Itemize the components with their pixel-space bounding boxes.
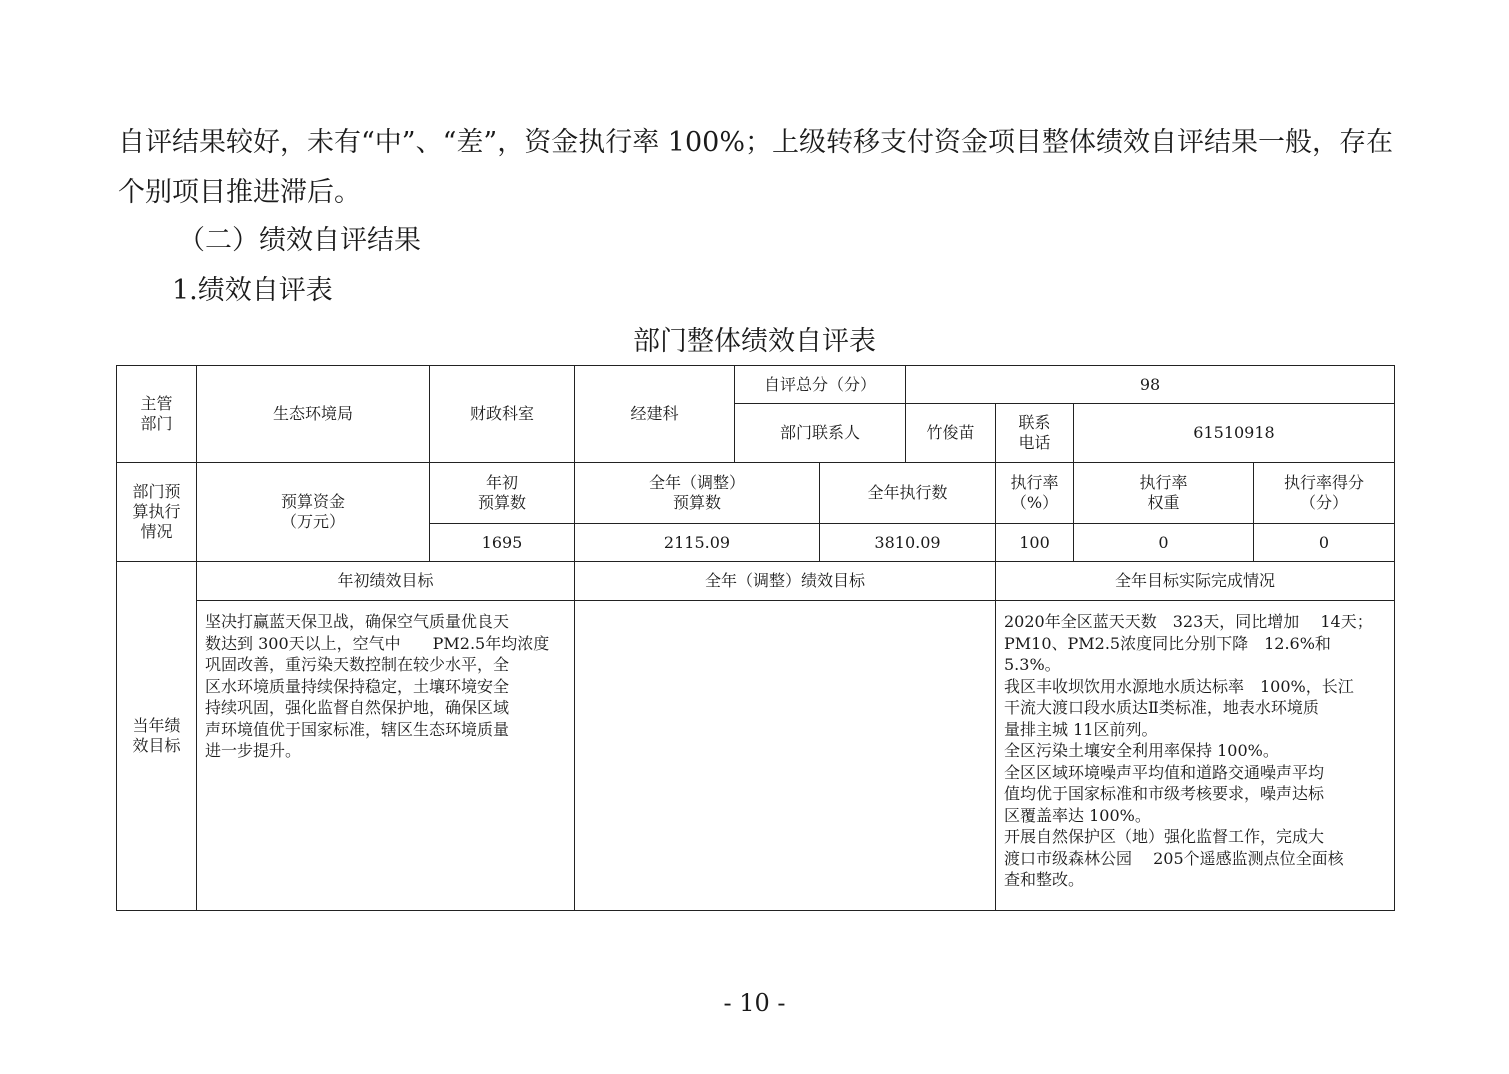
- section-name: 经建科: [574, 365, 735, 463]
- value-rate-score: 0: [1253, 523, 1395, 562]
- header-actual-completion: 全年目标实际完成情况: [995, 561, 1395, 601]
- header-adjusted-budget: 全年（调整） 预算数: [574, 462, 820, 524]
- department-name: 生态环境局: [196, 365, 430, 463]
- header-rate-weight: 执行率 权重: [1073, 462, 1254, 524]
- contact-name: 竹俊苗: [905, 403, 996, 463]
- score-value: 98: [905, 365, 1395, 404]
- contact-label: 部门联系人: [734, 403, 906, 463]
- phone-value: 61510918: [1073, 403, 1395, 463]
- budget-execution-label: 部门预 算执行 情况: [116, 462, 197, 562]
- intro-paragraph: 自评结果较好，未有“中”、“差”，资金执行率 100%；上级转移支付资金项目整体绩效自评结果一般，存在个别项目推进滞后。: [118, 127, 1393, 208]
- score-label: 自评总分（分）: [734, 365, 906, 404]
- initial-goals-content: 坚决打赢蓝天保卫战，确保空气质量优良天 数达到 300天以上，空气中 PM2.5年均浓度 巩固改善，重污染天数控制在较少水平，全 区水环境质量持续保持稳定，土壤环境安全 持续巩固，强化监督自然保护地，确保区域 声环境值优于国家标准，辖区生态环境质量 进一步提升。: [205, 612, 550, 760]
- value-adjusted-budget: 2115.09: [574, 523, 820, 562]
- value-execution-rate: 100: [995, 523, 1074, 562]
- value-annual-execution: 3810.09: [819, 523, 996, 562]
- supervisor-dept-label: 主管 部门: [116, 365, 197, 463]
- actual-completion-text: [995, 600, 1395, 911]
- annual-goals-label: 当年绩 效目标: [116, 561, 197, 911]
- initial-goals-text: [196, 600, 575, 911]
- header-initial-goals: 年初绩效目标: [196, 561, 575, 601]
- header-execution-rate: 执行率 （%）: [995, 462, 1074, 524]
- phone-label: 联系 电话: [995, 403, 1074, 463]
- adjusted-goals-text: [574, 600, 996, 911]
- table-title: 部门整体绩效自评表: [633, 326, 876, 357]
- value-initial-budget: 1695: [429, 523, 575, 562]
- sub-heading: 1.绩效自评表: [172, 275, 333, 306]
- actual-completion-content: 2020年全区蓝天天数 323天，同比增加 14天； PM10、PM2.5浓度同比分别下降 12.6%和 5.3%。 我区丰收坝饮用水源地水质达标率 100%，长江 干流大渡口段水质达Ⅱ类标准，地表水环境质 量排主城 11区前列。 全区污染土壤安全利用率保持 100%。 全区区域环境噪声平均值和道路交通噪声平均 值均优于国家标准和市级考核要求，噪声达标 区覆盖率达 100%。 开展自然保护区（地）强化监督工作，完成大 渡口市级森林公园 205个遥感监测点位全面核 查和整改。: [1004, 612, 1373, 889]
- header-initial-budget: 年初 预算数: [429, 462, 575, 524]
- value-rate-weight: 0: [1073, 523, 1254, 562]
- finance-office: 财政科室: [429, 365, 575, 463]
- header-adjusted-goals: 全年（调整）绩效目标: [574, 561, 996, 601]
- header-annual-execution: 全年执行数: [819, 462, 996, 524]
- section-heading: （二）绩效自评结果: [178, 225, 421, 256]
- page-number: - 10 -: [723, 989, 786, 1017]
- header-rate-score: 执行率得分 （分）: [1253, 462, 1395, 524]
- budget-funds-label: 预算资金 （万元）: [196, 462, 430, 562]
